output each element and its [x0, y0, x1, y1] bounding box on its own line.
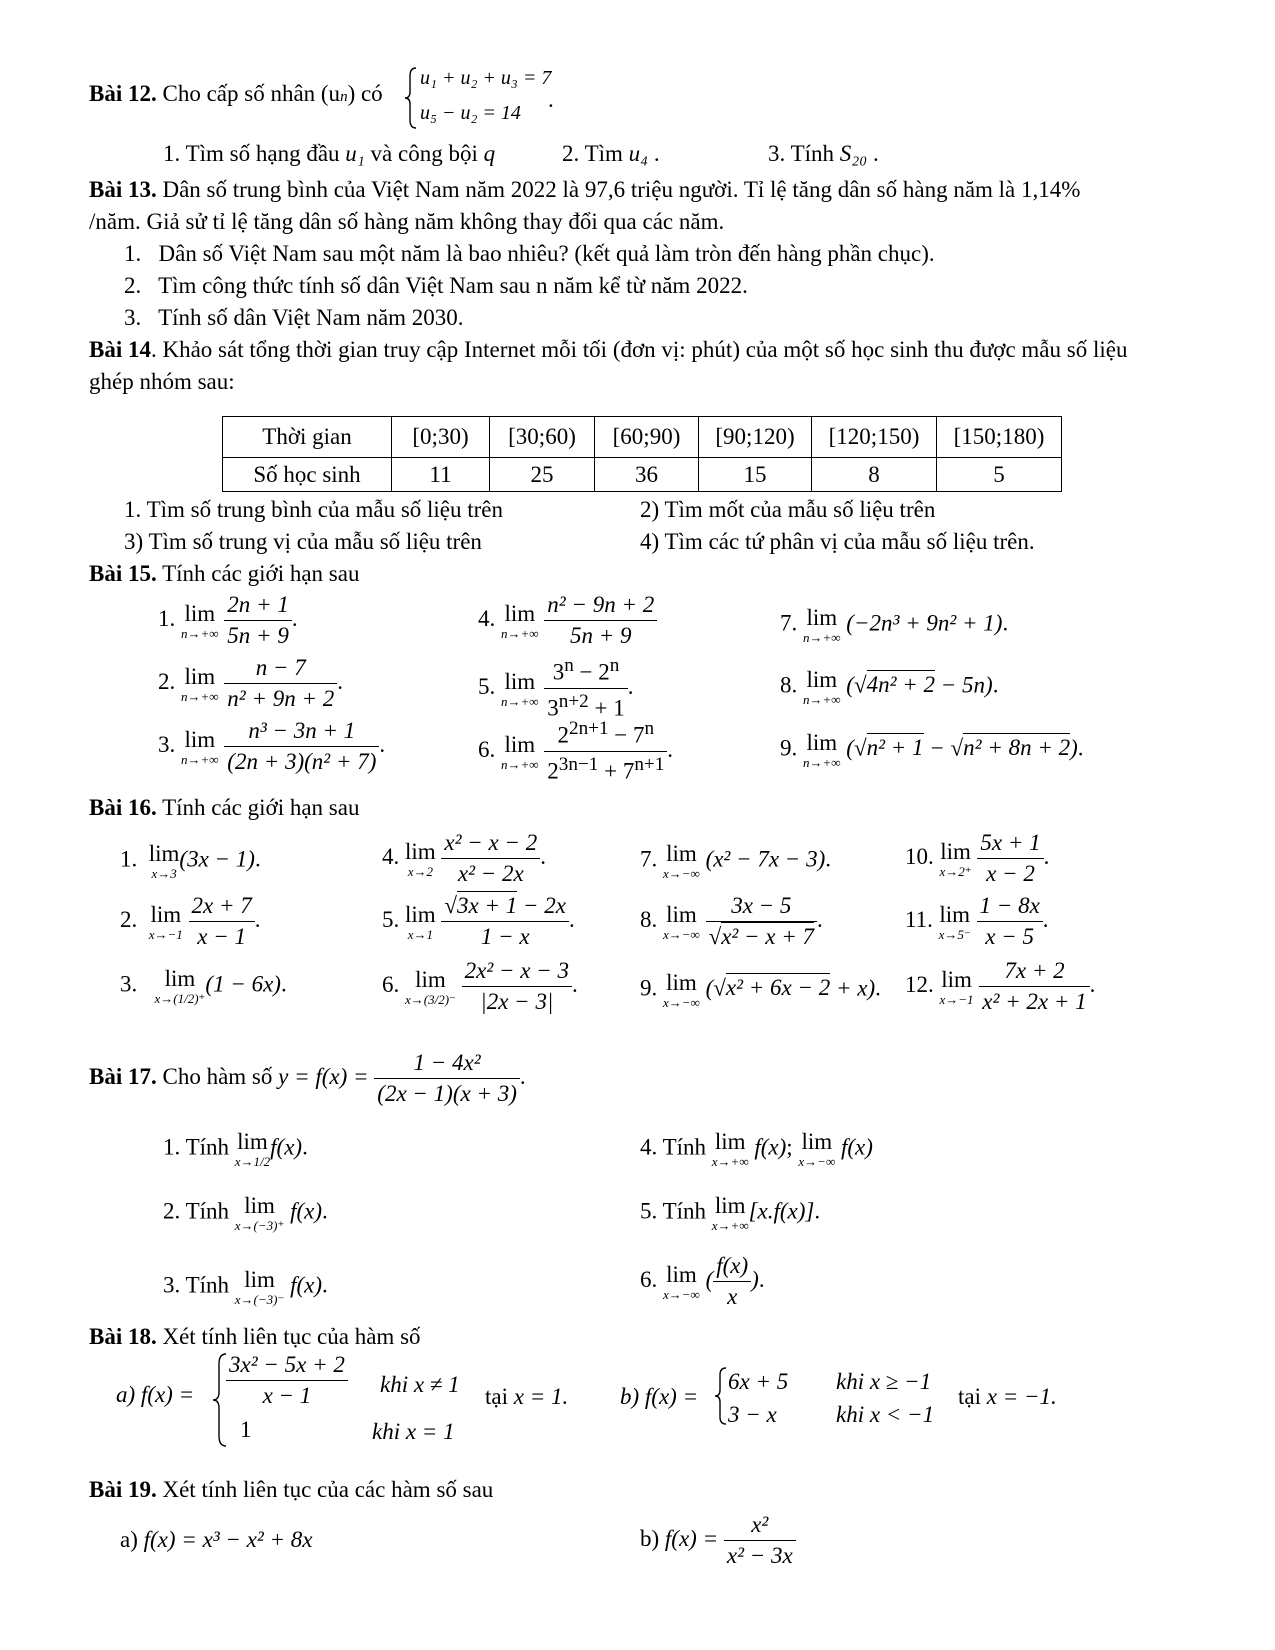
- b16-limit-10: 10. lim x→2⁺ $\frac{5x + 1}{x - 2}$ .: [905, 830, 1050, 887]
- b18-a-case-2: 1: [240, 1417, 252, 1442]
- b12-question-2: 2. Tìm u₄ .: [562, 141, 660, 166]
- b18-b-cond-2: khi x < −1: [836, 1402, 935, 1427]
- b17-question-6: 6. lim x→−∞ ( $\frac{f(x)}{x}$ ).: [640, 1253, 765, 1310]
- table-cell: 25: [490, 458, 595, 492]
- b17-question-3: 3. Tính lim x→(−3)⁻ f(x).: [163, 1267, 328, 1307]
- b12-eq2: u₅ − u₂ = 14: [420, 102, 521, 124]
- frequency-table: [222, 416, 1062, 492]
- b19-heading: Bài 19. Xét tính liên tục của các hàm số sau: [89, 1477, 494, 1502]
- b14-question-4: 4) Tìm các tứ phân vị của mẫu số liệu trên.: [640, 529, 1035, 554]
- b15-heading: Bài 15. Tính các giới hạn sau: [89, 561, 360, 586]
- b15-limit-8: 8. lim n→+∞ (√4n² + 2 − 5n).: [780, 667, 999, 707]
- b19-part-b: b) f(x) = $\frac{\text{x²}}{\text{x² − 3x}}$: [640, 1512, 796, 1570]
- b16-limit-5: 5. lim x→1 $\frac{√3x + 1 - 2x}{1 - x}$ .: [382, 893, 575, 950]
- b12-dot: .: [548, 87, 554, 112]
- b15-limit-4: 4. lim n→+∞ $\frac{\text{n² − 9n + 2}}{5n + 9}$: [478, 592, 657, 650]
- b18-a-case-1: $\frac{\text{3x² − 5x + 2}}{x - 1}$: [226, 1352, 348, 1410]
- b14-question-2: 2) Tìm mốt của mẫu số liệu trên: [640, 497, 936, 522]
- b14-question-3: 3) Tìm số trung vị của mẫu số liệu trên: [124, 529, 482, 554]
- b18-a-cond-2: khi x = 1: [372, 1419, 455, 1444]
- b15-limit-6: 6. lim n→+∞ $\frac{2^{2n+1} - 7^n}{2^{3n-1} + 7^{n+1}}$ .: [478, 718, 674, 784]
- b12-eq1: u₁ + u₂ + u₃ = 7: [420, 67, 552, 89]
- b17-question-5: 5. Tính lim x→+∞ [x.f(x)].: [640, 1193, 821, 1233]
- b16-limit-1: 1. lim x→3 (3x − 1).: [120, 841, 261, 881]
- table-cell: 11: [392, 458, 490, 492]
- b16-limit-2: 2. lim x→−1 $\frac{2x + 7}{x - 1}$ .: [120, 893, 261, 950]
- b13-item-3: 3. Tính số dân Việt Nam năm 2030.: [124, 305, 464, 330]
- system-brace: [404, 66, 418, 130]
- b16-limit-4: 4. lim x→2 $\frac{\text{x² − x − 2}}{\text{x² − 2x}}$ .: [382, 830, 547, 887]
- b15-limit-1: 1. lim n→+∞ $\frac{2n + 1}{5n + 9}$ .: [158, 592, 298, 649]
- table-cell: [0;30): [392, 417, 490, 458]
- b18-b-case-1: 6x + 5: [728, 1369, 789, 1394]
- table-cell: [60;90): [595, 417, 699, 458]
- table-cell: 8: [812, 458, 937, 492]
- b18-part-a-label: a) f(x) =: [116, 1382, 195, 1407]
- b15-limit-3: 3. lim n→+∞ $\frac{\text{n³ − 3n + 1}}{\text{(2n + 3)(n² + 7)}}$ .: [158, 718, 386, 775]
- b18-heading: Bài 18. Xét tính liên tục của hàm số: [89, 1324, 421, 1349]
- b18-a-at: tại x = 1.: [485, 1384, 569, 1409]
- b17-question-1: 1. Tính lim x→1/2 f(x).: [163, 1129, 308, 1169]
- table-cell: Thời gian: [223, 417, 392, 458]
- b18-b-case-2: 3 − x: [728, 1402, 777, 1427]
- table-cell: [120;150): [812, 417, 937, 458]
- b16-limit-8: 8. lim x→−∞ $\frac{3x - 5}{\text{√x² − x + 7}}$ .: [640, 893, 823, 950]
- b13-line-1: Bài 13. Dân số trung bình của Việt Nam năm 2022 là 97,6 triệu người. Tỉ lệ tăng dân số hàng năm là 1,14%: [89, 177, 1081, 202]
- b16-heading: Bài 16. Tính các giới hạn sau: [89, 795, 360, 820]
- table-cell: 36: [595, 458, 699, 492]
- b12-statement: Bài 12. Cho cấp số nhân (un) có: [89, 81, 383, 106]
- b15-limit-5: 5. lim n→+∞ $\frac{3^n - 2^n}{3^{n+2} + 1}$ .: [478, 655, 634, 721]
- b16-limit-9: 9. lim x→−∞ (√x² + 6x − 2 + x).: [640, 970, 881, 1010]
- b13-item-2: 2. Tìm công thức tính số dân Việt Nam sau n năm kể từ năm 2022.: [124, 273, 748, 298]
- b19-part-a: a) f(x) = x³ − x² + 8x: [120, 1527, 313, 1552]
- table-cell: 5: [937, 458, 1062, 492]
- b16-limit-12: 12. lim x→−1 $\frac{7x + 2}{\text{x² + 2x + 1}}$ .: [905, 958, 1096, 1015]
- b16-limit-11: 11. lim x→5⁻ $\frac{1 - 8x}{x - 5}$ .: [905, 893, 1049, 950]
- b17-heading: Bài 17. Cho hàm số y = f(x) = $\frac{\text{1 − 4x²}}{(2x - 1)(x + 3)}$ .: [89, 1050, 526, 1107]
- b18-a-cond-1: khi x ≠ 1: [380, 1372, 460, 1397]
- b14-question-1: 1. Tìm số trung bình của mẫu số liệu trên: [124, 497, 504, 522]
- table-cell: Số học sinh: [223, 458, 392, 492]
- b18-b-cond-1: khi x ≥ −1: [836, 1369, 932, 1394]
- table-cell: [150;180): [937, 417, 1062, 458]
- b17-question-2: 2. Tính lim x→(−3)⁺ f(x).: [163, 1193, 328, 1233]
- b18-b-at: tại x = −1.: [958, 1384, 1057, 1409]
- b18-part-b-label: b) f(x) =: [620, 1384, 699, 1409]
- table-cell: 15: [699, 458, 812, 492]
- piecewise-brace: [714, 1366, 728, 1426]
- b13-line-2: /năm. Giả sử tỉ lệ tăng dân số hàng năm không thay đổi qua các năm.: [89, 209, 725, 234]
- b16-limit-6: 6. lim x→(3/2)⁻ $\frac{\text{2x² − x − 3}}{|2x - 3|}$ .: [382, 958, 578, 1015]
- b15-limit-2: 2. lim n→+∞ $\frac{n - 7}{\text{n² + 9n + 2}}$ .: [158, 655, 343, 712]
- b15-limit-9: 9. lim n→+∞ (√n² + 1 − √n² + 8n + 2).: [780, 730, 1084, 770]
- b13-item-1: 1. Dân số Việt Nam sau một năm là bao nhiêu? (kết quả làm tròn đến hàng phần chục).: [124, 241, 935, 266]
- b14-line-2: ghép nhóm sau:: [89, 369, 235, 394]
- b17-question-4: 4. Tính lim x→+∞ f(x); lim x→−∞ f(x): [640, 1129, 873, 1169]
- b16-limit-3: 3. lim x→(1/2)⁺ (1 − 6x).: [120, 966, 287, 1006]
- b16-limit-7: 7. lim x→−∞ (x² − 7x − 3).: [640, 841, 831, 881]
- b15-limit-7: 7. lim n→+∞ (−2n³ + 9n² + 1).: [780, 605, 1009, 645]
- b14-line-1: Bài 14. Khảo sát tổng thời gian truy cập Internet mỗi tối (đơn vị: phút) của một số học sinh thu được mẫu số liệu: [89, 337, 1128, 362]
- table-cell: [30;60): [490, 417, 595, 458]
- table-row: [223, 458, 1062, 492]
- table-row: [223, 417, 1062, 458]
- table-cell: [90;120): [699, 417, 812, 458]
- b12-question-1: 1. Tìm số hạng đầu u₁ và công bội q: [163, 141, 496, 166]
- b12-question-3: 3. Tính S₂₀ .: [768, 141, 879, 166]
